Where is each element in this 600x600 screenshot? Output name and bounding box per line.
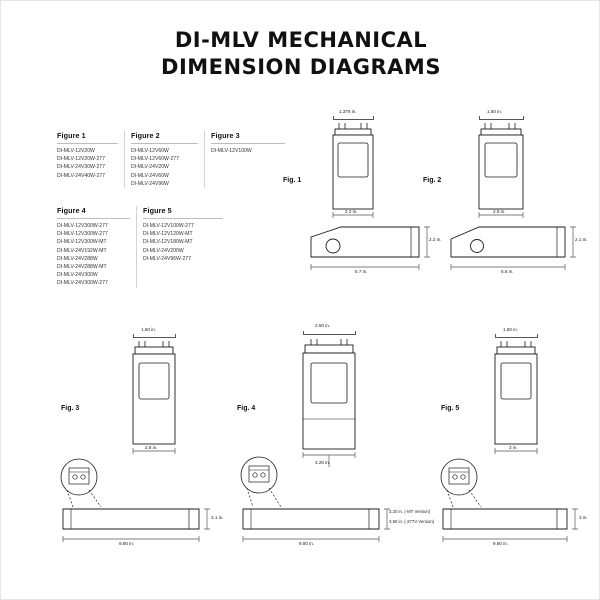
model-item: DI-MLV-24V300W xyxy=(57,272,98,279)
figure-2-drawing xyxy=(441,109,591,299)
figure-4-top-width: 2.50 in. xyxy=(315,323,331,328)
figure-1-drawing xyxy=(301,109,441,299)
figure-3-drawing xyxy=(49,327,239,557)
figure-1-body-height: 2.2 in. xyxy=(345,209,358,214)
model-table-figure-3 xyxy=(211,131,291,188)
model-table-figure-4-header: Figure 4 xyxy=(57,206,130,219)
model-table-row-1 xyxy=(57,131,297,188)
model-table-figure-5 xyxy=(143,206,229,288)
model-item: DI-MLV-24V60W xyxy=(131,172,169,179)
figure-4-side-length: 9.80 in. xyxy=(299,541,315,546)
figure-1-side-length: 5.7 in. xyxy=(355,269,368,274)
model-table-figure-2 xyxy=(131,131,205,188)
model-item: DI-MLV-24V96W-277 xyxy=(143,255,191,262)
model-item: DI-MLV-24V288W xyxy=(57,255,98,262)
model-item: DI-MLV-24V20W xyxy=(131,164,169,171)
figure-4-side-height-277v: 3.50 in. (-277V Version) xyxy=(389,519,435,524)
model-item: DI-MLV-12V180W-MT xyxy=(143,239,193,246)
figure-5-body-height: 3 in. xyxy=(509,445,518,450)
page-title-line-1: DI-MLV MECHANICAL xyxy=(174,28,428,52)
model-item: DI-MLV-12V60W-277 xyxy=(131,156,179,163)
figure-2-label: Fig. 2 xyxy=(423,177,442,184)
model-item: DI-MLV-12V300W-277 xyxy=(57,231,108,238)
page-title-line-2: DIMENSION DIAGRAMS xyxy=(161,55,441,79)
model-item: DI-MLV-24V192W-MT xyxy=(57,247,107,254)
figure-2-side-height: 2.1 in. xyxy=(575,237,588,242)
model-item: DI-MLV-12V20W-277 xyxy=(57,156,105,163)
page-title xyxy=(1,27,600,81)
figure-3-side-height: 3.1 in. xyxy=(211,515,224,520)
figure-2-body-height: 2.8 in. xyxy=(493,209,506,214)
table-spacer xyxy=(57,188,297,206)
figure-5-side-length: 9.80 in. xyxy=(493,541,509,546)
figure-5-label: Fig. 5 xyxy=(441,405,460,412)
model-table-figure-4 xyxy=(57,206,137,288)
figure-4-body-height: 4.20 in. xyxy=(315,460,331,465)
model-table-figure-2-header: Figure 2 xyxy=(131,131,198,144)
figure-3-label: Fig. 3 xyxy=(61,405,80,412)
model-item: DI-MLV-12V100W-277 xyxy=(143,223,194,230)
model-table-figure-1 xyxy=(57,131,125,188)
model-tables xyxy=(57,131,297,288)
figure-5-side-height: 3 in. xyxy=(579,515,588,520)
figure-4-side-height-mt: 3.20 in. (-MT Version) xyxy=(389,509,431,514)
figure-4 xyxy=(229,323,435,557)
model-item: DI-MLV-12V300W-277 xyxy=(57,223,108,230)
figure-5-top-width: 1.50 in. xyxy=(503,327,519,332)
figure-1 xyxy=(283,109,442,299)
figure-3-side-length: 9.80 in. xyxy=(119,541,135,546)
model-table-figure-3-header: Figure 3 xyxy=(211,131,285,144)
model-item: DI-MLV-12V300W-MT xyxy=(57,239,107,246)
model-table-figure-1-header: Figure 1 xyxy=(57,131,118,144)
figure-2-side-length: 6.6 in. xyxy=(501,269,514,274)
model-item: DI-MLV-12V100W xyxy=(211,148,252,154)
figure-1-label: Fig. 1 xyxy=(283,177,302,184)
model-item: DI-MLV-24V30W-277 xyxy=(57,164,105,171)
model-table-figure-5-header: Figure 5 xyxy=(143,206,223,219)
model-item: DI-MLV-12V60W xyxy=(131,148,169,154)
figure-3 xyxy=(49,327,239,557)
model-item: DI-MLV-24V288W-MT xyxy=(57,264,107,271)
figure-3-body-height: 2.8 in. xyxy=(145,445,158,450)
figure-1-top-width: 1.375 in. xyxy=(339,109,357,114)
figure-4-label: Fig. 4 xyxy=(237,405,256,412)
model-item: DI-MLV-24V200W xyxy=(143,247,184,254)
figure-3-top-width: 1.50 in. xyxy=(141,327,157,332)
figure-1-side-height: 2.2 in. xyxy=(429,237,442,242)
model-item: DI-MLV-24V300W-277 xyxy=(57,280,108,287)
model-item: DI-MLV-24V96W xyxy=(131,180,169,187)
model-item: DI-MLV-24V40W-277 xyxy=(57,172,105,179)
figure-5-drawing xyxy=(431,327,596,557)
model-item: DI-MLV-12V120W-MT xyxy=(143,231,193,238)
model-item: DI-MLV-12V20W xyxy=(57,148,95,154)
figure-2-top-width: 1.50 in. xyxy=(487,109,503,114)
figure-5 xyxy=(431,327,596,557)
model-table-row-2 xyxy=(57,206,297,288)
